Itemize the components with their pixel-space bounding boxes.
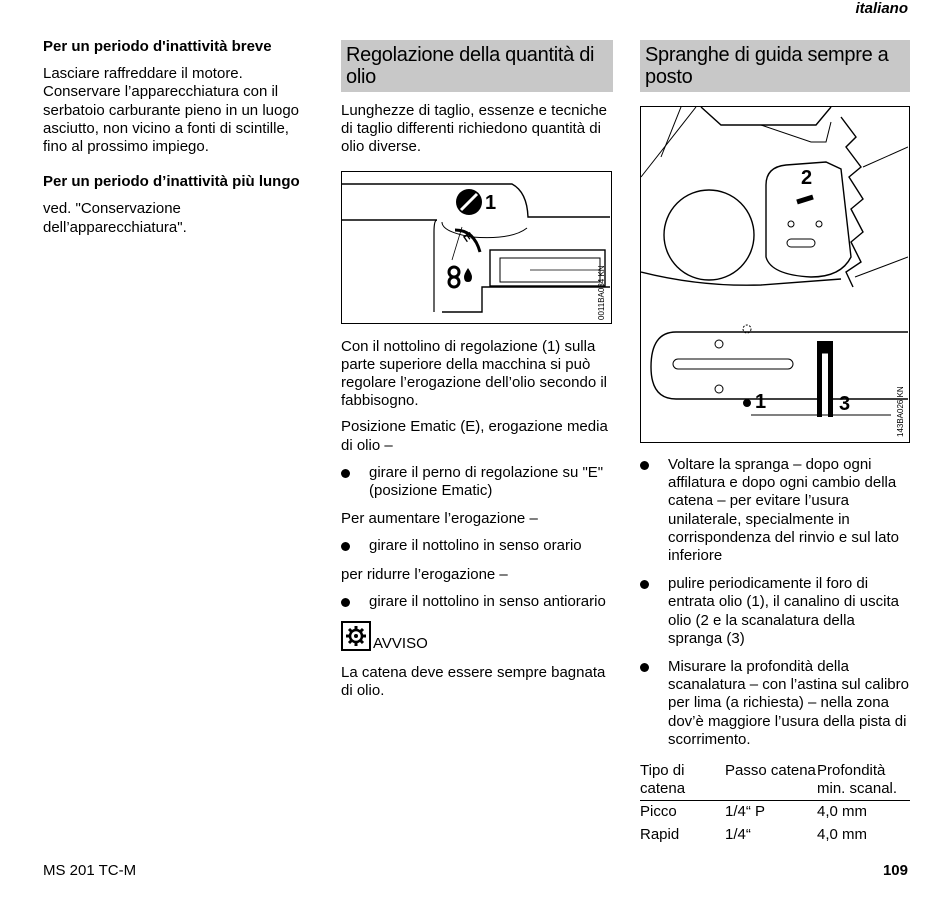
table-row bbox=[640, 824, 910, 846]
gear-icon bbox=[341, 621, 371, 651]
increase-bullet: girare il nottolino in senso orario bbox=[341, 537, 613, 555]
guide-bar-figure bbox=[640, 106, 910, 443]
table-header: Passo catena bbox=[725, 762, 817, 801]
short-storage-heading: Per un periodo d'inattività breve bbox=[43, 38, 272, 55]
model-name: MS 201 TC-M bbox=[43, 862, 137, 879]
table-cell: 4,0 mm bbox=[817, 825, 868, 843]
column-oil-adjustment bbox=[341, 40, 613, 717]
oil-pump-drawing bbox=[342, 172, 610, 322]
bar-figure-code: 143BA026 KN bbox=[896, 386, 905, 437]
decrease-bullet: girare il nottolino in senso antiorario bbox=[341, 593, 613, 611]
measure-bullet: Misurare la profondità della scanalatura – con l’astina sul calibro per lima (a richiesta) – nella zona dov’è maggiore l’usura della pista di scorrimento. bbox=[640, 658, 910, 749]
table-cell: 1/4“ P bbox=[725, 803, 766, 821]
table-header-row bbox=[640, 762, 910, 801]
oil-mark-e: E bbox=[460, 229, 477, 244]
table-cell: 1/4“ bbox=[725, 825, 751, 843]
notice-block bbox=[341, 621, 613, 651]
notice-text: La catena deve essere sempre bagnata di olio. bbox=[341, 664, 606, 700]
oil-pump-figure bbox=[341, 171, 612, 324]
ematic-bullet: girare il perno di regolazione su "E" (posizione Ematic) bbox=[341, 464, 613, 500]
turn-bar-bullet: Voltare la spranga – dopo ogni affilatura e dopo ogni cambio della catena – per evitare l’usura unilaterale, specialmente in corrispondenza del rinvio e sul lato inferiore bbox=[640, 456, 910, 565]
decrease-text: per ridurre l’erogazione – bbox=[341, 565, 508, 583]
short-storage-text: Lasciare raffreddare il motore. Conservare l’apparecchiatura con il serbatoio carburante pieno in un luogo asciutto, non vicino a fonti di scintille, fino al prossimo impiego. bbox=[43, 65, 300, 156]
table-cell: Picco bbox=[640, 803, 677, 821]
bar-callout-2: 2 bbox=[801, 167, 813, 189]
ematic-text: Posizione Ematic (E), erogazione media di olio – bbox=[341, 418, 608, 454]
long-storage-heading: Per un periodo d’inattività più lungo bbox=[43, 173, 300, 191]
table-header: Tipo di catena bbox=[640, 762, 725, 801]
oil-adjust-text: Con il nottolino di regolazione (1) sulla parte superiore della macchina si può regolare l’erogazione dell’olio secondo il fabbisogno. bbox=[341, 337, 608, 410]
bar-callout-1: 1 bbox=[755, 391, 767, 413]
guide-bar-heading: Spranghe di guida sempre a posto bbox=[640, 40, 910, 92]
table-header: Profondità min. scanal. bbox=[817, 762, 910, 801]
groove-depth-table bbox=[640, 762, 910, 846]
table-cell: 4,0 mm bbox=[817, 803, 868, 821]
oil-intro-text: Lunghezze di taglio, essenze e tecniche di taglio differenti richiedono quantità di olio diverse. bbox=[341, 102, 608, 156]
column-guide-bar bbox=[640, 40, 910, 846]
oil-adjustment-heading: Regolazione della quantità di olio bbox=[341, 40, 613, 92]
notice-label: AVVISO bbox=[373, 634, 428, 652]
oil-callout-1: 1 bbox=[485, 191, 497, 214]
oil-figure-code: 0011BA034 KN bbox=[597, 265, 606, 320]
page-number: 109 bbox=[882, 862, 908, 879]
increase-text: Per aumentare l’erogazione – bbox=[341, 510, 538, 528]
clean-bullet: pulire periodicamente il foro di entrata olio (1), il canalino di uscita olio (2 e la scanalatura della spranga (3) bbox=[640, 575, 910, 648]
column-storage bbox=[43, 38, 313, 254]
language-label: italiano bbox=[855, 0, 908, 17]
long-storage-text: ved. "Conservazione dell’apparecchiatura". bbox=[43, 200, 187, 236]
table-cell: Rapid bbox=[640, 825, 680, 843]
bar-callout-3: 3 bbox=[839, 393, 851, 415]
table-row bbox=[640, 801, 910, 824]
guide-bar-drawing bbox=[641, 107, 908, 441]
